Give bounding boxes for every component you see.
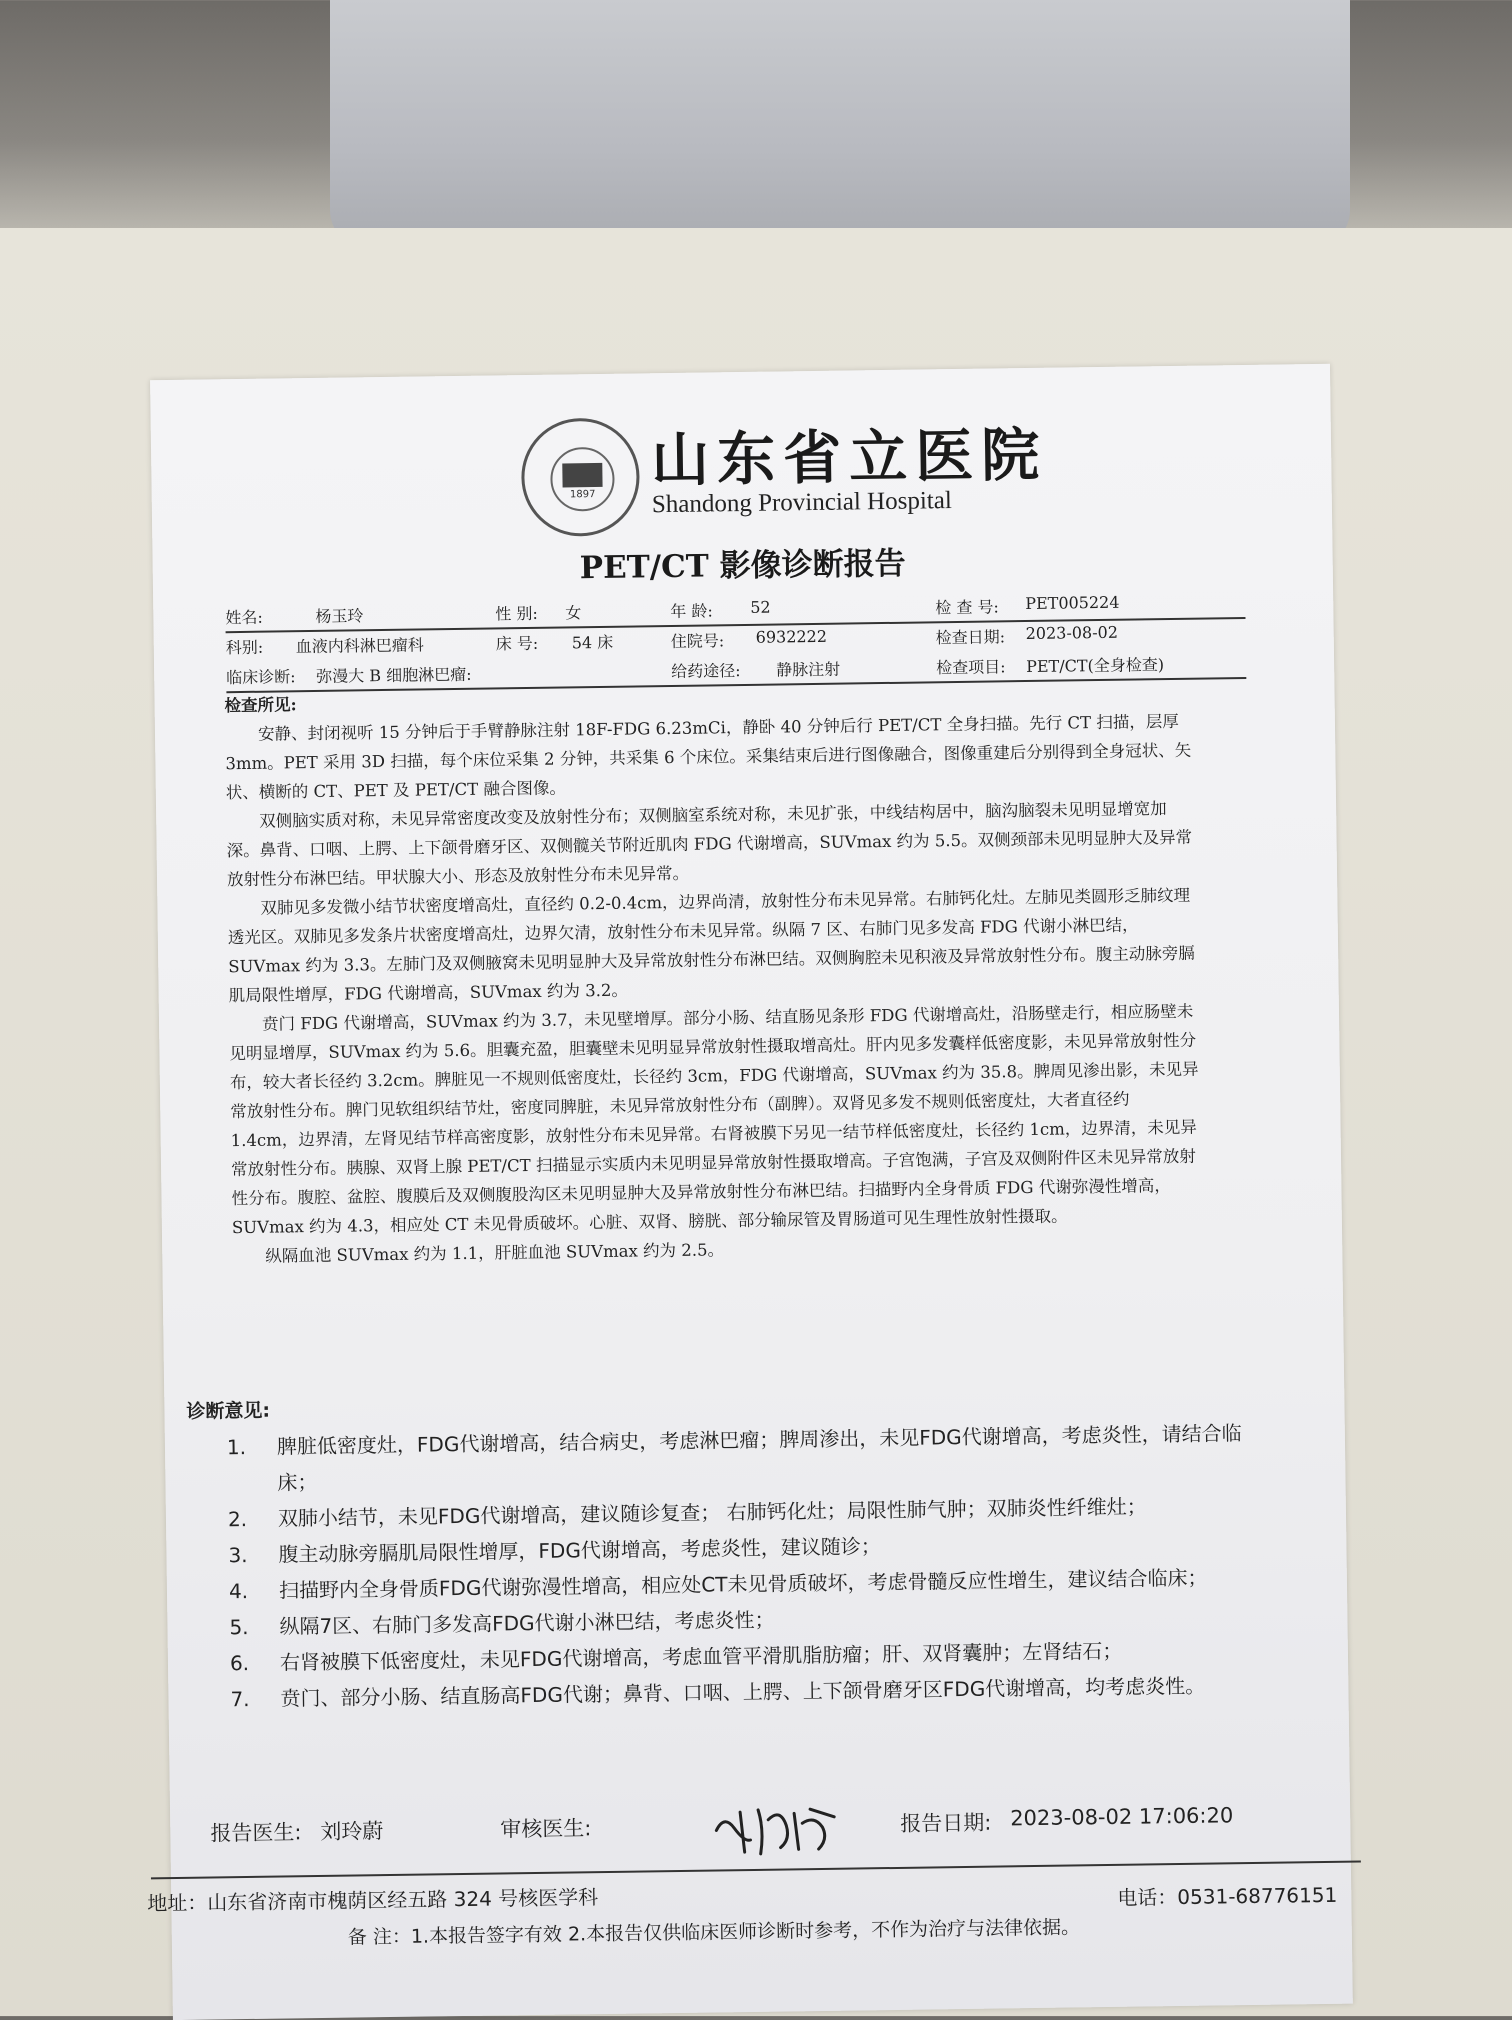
bed: 54 床 (571, 632, 614, 653)
findings-section (224, 678, 1202, 1271)
findings-paragraph: 安静、封闭视听 15 分钟后于手臂静脉注射 18F-FDG 6.23mCi，静卧 40 分钟后行 PET/CT 全身扫描。先行 CT 扫描，层厚 3mm。PET 采用 3D 扫描，每个床位采集 2 分钟，共采集 6 个床位。采集结束后进行图像融合，图像重建后分别得到全身冠状、矢状、横断的 CT、PET 及 PET/CT 融合图像。 (225, 711, 1192, 803)
exam-item-label: 检查项目: (936, 657, 1006, 678)
sex-label: 性 别: (495, 603, 538, 624)
diagnosis-number: 7. (230, 1686, 250, 1712)
diagnosis-heading: 诊断意见: (186, 1399, 271, 1423)
reporter-label: 报告医生: (210, 1820, 302, 1846)
route: 静脉注射 (776, 659, 841, 680)
patient-name: 杨玉玲 (315, 606, 364, 626)
diagnosis-text: 腹主动脉旁膈肌局限性增厚，FDG代谢增高，考虑炎性，建议随诊； (278, 1534, 881, 1567)
admission-label: 住院号: (670, 631, 725, 651)
diagnosis-number: 5. (229, 1614, 249, 1640)
clinical-dx-label: 临床诊断: (226, 667, 296, 688)
diagnosis-number: 1. (226, 1435, 247, 1460)
name-label: 姓名: (225, 607, 263, 628)
reviewer-label: 审核医生: (500, 1816, 592, 1842)
diagnosis-text: 脾脏低密度灶，FDG代谢增高，结合病史，考虑淋巴瘤；脾周渗出，未见FDG代谢增高，考虑炎性，请结合临床； (276, 1421, 1242, 1495)
footer-phone: 电话：0531-68776151 (1117, 1882, 1338, 1910)
patient-age: 52 (750, 597, 771, 617)
route-label: 给药途径: (671, 661, 741, 681)
diagnosis-text: 右肾被膜下低密度灶，未见FDG代谢增高，考虑血管平滑肌脂肪瘤；肝、双肾囊肿；左肾结石； (279, 1638, 1123, 1675)
building-icon (562, 463, 602, 488)
report-date-label: 报告日期: (900, 1810, 992, 1836)
reviewer-signature (710, 1799, 841, 1861)
diagnosis-text: 扫描野内全身骨质FDG代谢弥漫性增高，相应处CT未见骨质破坏，考虑骨髓反应性增生，建议结合临床； (278, 1565, 1208, 1603)
exam-no: PET005224 (1025, 592, 1120, 614)
diagnosis-number: 6. (229, 1650, 250, 1676)
findings-paragraph: 双侧脑实质对称，未见异常密度改变及放射性分布；双侧脑室系统对称，未见扩张，中线结构居中，脑沟脑裂未见明显增宽加深。鼻背、口咽、上腭、上下颌骨磨牙区、双侧髋关节附近肌肉 FDG 代谢增高，SUVmax 约为 5.5。双侧颈部未见明显肿大及异常放射性分布淋巴结。甲状腺大小、形态及放射性分布未见异常。 (226, 799, 1193, 890)
diagnosis-section (186, 1379, 1270, 1718)
admission-no: 6932222 (755, 626, 828, 647)
diagnosis-text: 双肺小结节，未见FDG代谢增高，建议随诊复查； 右肺钙化灶；局限性肺气肿；双肺炎性纤维灶； (277, 1494, 1147, 1531)
hospital-name-en: Shandong Provincial Hospital (651, 487, 952, 519)
footer-address: 地址：山东省济南市槐荫区经五路 324 号核医学科 (147, 1885, 599, 1916)
clinical-dx: 弥漫大 B 细胞淋巴瘤: (316, 664, 472, 686)
diagnosis-text: 贲门、部分小肠、结直肠高FDG代谢；鼻背、口咽、上腭、上下颌骨磨牙区FDG代谢增高，均考虑炎性。 (280, 1673, 1206, 1711)
findings-paragraph: 贲门 FDG 代谢增高，SUVmax 约为 3.7，未见壁增厚。部分小肠、结直肠见条形 FDG 代谢增高灶，沿肠壁走行，相应肠壁未见明显增厚，SUVmax 约为 5.6。胆囊充盈，胆囊壁未见明显异常放射性摄取增高灶。肝内见多发囊样低密度影，未见异常放射性分布，较大者长径约 3.2cm。脾脏见一不规则低密度灶，长径约 3cm，FDG 代谢增高，SUVmax 约为 35.8。脾周见渗出影，未见异常放射性分布。脾门见软组织结节灶，密度同脾脏，未见异常放射性分布（副脾）。双肾见多发不规则低密度灶，大者直径约 1.4cm，边界清，左肾见结节样高密度影，放射性分布未见异常。右肾被膜下另见一结节样低密度灶，长径约 1cm，边界清，未见异常放射性分布。胰腺、双肾上腺 PET/CT 扫描显示实质内未见明显异常放射性摄取增高。子宫饱满，子宫及双侧附件区未见异常放射性分布。腹腔、盆腔、腹膜后及双侧腹股沟区未见明显肿大及异常放射性分布淋巴结。扫描野内全身骨质 FDG 代谢弥漫性增高，SUVmax 约为 4.3，相应处 CT 未见骨质破坏。心脏、双肾、膀胱、部分输尿管及胃肠道可见生理性放射性摄取。 (229, 1001, 1199, 1238)
findings-paragraph: 双肺见多发微小结节状密度增高灶，直径约 0.2-0.4cm，边界尚清，放射性分布未见异常。右肺钙化灶。左肺见类圆形乏肺纹理透光区。双肺见多发条片状密度增高灶，边界欠清，放射性分布未见异常。纵隔 7 区、右肺门见多发高 FDG 代谢小淋巴结，SUVmax 约为 3.3。左肺门及双侧腋窝未见明显肿大及异常放射性分布淋巴结。双侧胸腔未见积液及异常放射性分布。腹主动脉旁膈肌局限性增厚，FDG 代谢增高，SUVmax 约为 3.2。 (227, 885, 1195, 1006)
report-title: PET/CT 影像诊断报告 (579, 545, 906, 587)
exam-no-label: 检 查 号: (935, 597, 1000, 618)
bed-label: 床 号: (495, 633, 539, 654)
diagnosis-number: 2. (227, 1506, 248, 1532)
findings-heading: 检查所见: (224, 695, 297, 716)
background-person (330, 0, 1350, 250)
report-date: 2023-08-02 17:06:20 (1010, 1803, 1234, 1831)
diagnosis-number: 3. (228, 1542, 248, 1568)
seal-year: 1897 (569, 489, 596, 501)
hospital-seal-logo (521, 417, 641, 537)
exam-date: 2023-08-02 (1025, 622, 1119, 644)
dept: 血液内科淋巴瘤科 (295, 635, 424, 657)
patient-info (225, 587, 1246, 691)
diagnosis-text: 纵隔7区、右肺门多发高FDG代谢小淋巴结，考虑炎性； (279, 1607, 775, 1639)
hospital-name-cn: 山东省立医院 (650, 420, 1048, 495)
patient-sex: 女 (565, 603, 582, 623)
footer-note: 备 注：1.本报告签字有效 2.本报告仅供临床医师诊断时参考，不作为治疗与法律依据。 (347, 1916, 1081, 1949)
exam-date-label: 检查日期: (935, 627, 1006, 648)
report-paper (147, 364, 1353, 2020)
signature-row (170, 1792, 1351, 1868)
diagnosis-number: 4. (228, 1578, 249, 1604)
exam-item: PET/CT(全身检查) (1026, 655, 1165, 677)
findings-paragraph: 纵隔血池 SUVmax 约为 1.1，肝脏血池 SUVmax 约为 2.5。 (265, 1240, 725, 1266)
reporter-name: 刘玲蔚 (320, 1819, 384, 1845)
dept-label: 科别: (225, 637, 264, 658)
age-label: 年 龄: (670, 601, 713, 621)
